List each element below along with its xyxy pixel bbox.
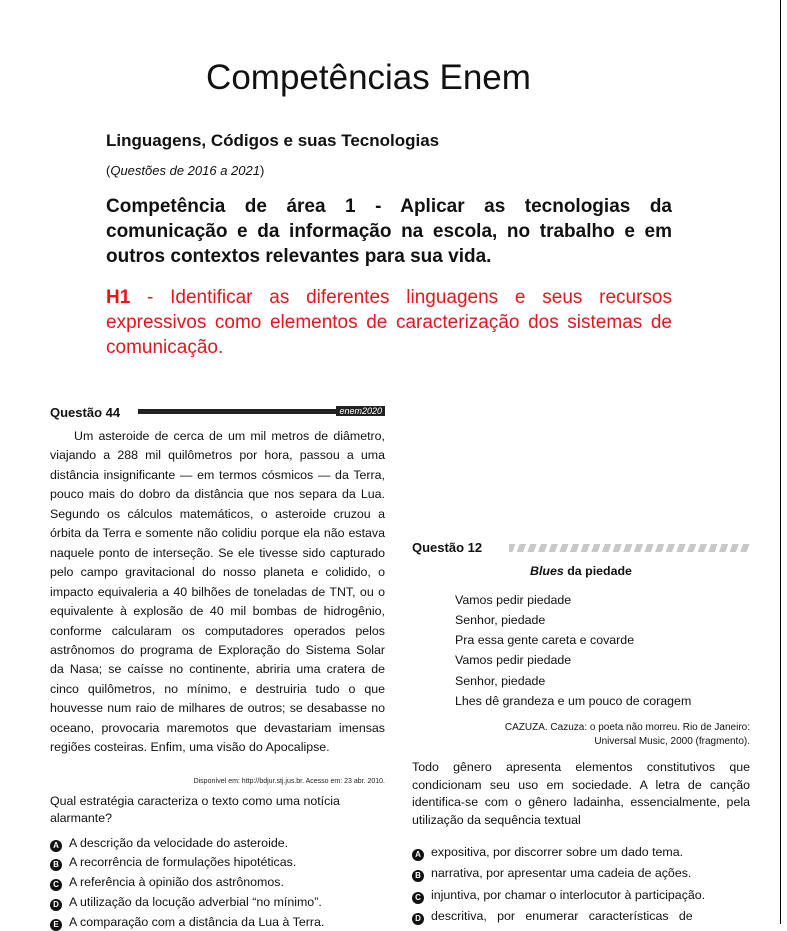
page-edge-line bbox=[780, 0, 781, 924]
verse-line: Senhor, piedade bbox=[455, 674, 546, 688]
area-heading: Linguagens, Códigos e suas Tecnologias bbox=[106, 131, 440, 150]
option-letter-icon: A bbox=[412, 849, 424, 861]
period-text: Questões de 2016 a 2021 bbox=[110, 163, 260, 178]
option-text: A utilização da locução adverbial “no mínimo”. bbox=[69, 895, 322, 909]
q12-label: Questão 12 bbox=[412, 540, 483, 555]
q12-option-c[interactable] bbox=[412, 887, 705, 904]
page-title: Competências Enem bbox=[206, 58, 531, 97]
option-text: expositiva, por discorrer sobre um dado tema. bbox=[431, 845, 684, 859]
q12-option-a[interactable] bbox=[412, 844, 683, 861]
song-credit-line-1: CAZUZA. Cazuza: o poeta não morreu. Rio de Janeiro: bbox=[504, 722, 750, 733]
option-text: A recorrência de formulações hipotéticas. bbox=[69, 855, 297, 869]
q12-text: Todo gênero apresenta elementos constitutivos que condicionam seu uso em sociedade. A letra de canção identifica-se com o gênero ladainha, essencialmente, pela utilização da sequência textual bbox=[412, 760, 750, 827]
enem-badge: enem2020 bbox=[336, 406, 385, 416]
q44-text: Um asteroide de cerca de um mil metros de diâmetro, viajando a 288 mil quilômetros por hora, passou a uma distância insignificante — em termos cósmicos — da Terra, pouco mais do dobro da distância que nos separa da Lua. Segundo os cálculos matemáticos, o asteroide cruzou a órbita da Terra e somente não colidiu porque ela não estava naquele ponto de interseção. Se ele tivesse sido capturado pelo campo gravitacional do nosso planeta e colidido, o impacto equivaleria a 40 bilhões de toneladas de TNT, ou o equivalente à explosão de 40 mil bombas de hidrogênio, conforme calcularam os computadores operados pelos astrônomos do programa de Exploração do Sistema Solar da Nasa; se caísse no continente, abriria uma cratera de cinco quilômetros, no mínimo, e destruiria tudo o que houvesse num raio de milhares de outros; se desabasse no oceano, provocaria maremotos que devastariam imensas regiões costeiras. Enfim, uma visão do Apocalipse. bbox=[50, 429, 385, 755]
option-text: A referência à opinião dos astrônomos. bbox=[69, 875, 284, 889]
option-text: descritiva, por enumerar características de bbox=[431, 909, 693, 923]
verse-line: Pra essa gente careta e covarde bbox=[455, 633, 635, 647]
q12-option-b[interactable] bbox=[412, 865, 691, 882]
option-text: A descrição da velocidade do asteroide. bbox=[69, 836, 289, 850]
h1-code: H1 bbox=[106, 287, 131, 308]
q44-label: Questão 44 bbox=[50, 405, 121, 420]
song-credit-line-2: Universal Music, 2000 (fragmento). bbox=[594, 736, 750, 747]
option-text: narrativa, por apresentar uma cadeia de ações. bbox=[431, 866, 692, 880]
option-letter-icon: B bbox=[412, 870, 424, 882]
q44-option-b[interactable] bbox=[50, 854, 296, 871]
h1-text: - Identificar as diferentes linguagens e seus recursos expressivos como elementos de caracterização dos sistemas de comunicação. bbox=[106, 287, 672, 358]
option-letter-icon: D bbox=[412, 913, 424, 925]
q12-option-d[interactable] bbox=[412, 908, 693, 925]
option-letter-icon: A bbox=[50, 840, 62, 852]
option-text: A comparação com a distância da Lua à Terra. bbox=[69, 915, 325, 929]
option-text: injuntiva, por chamar o interlocutor à participação. bbox=[431, 888, 706, 902]
q12-header-bar bbox=[509, 544, 750, 552]
q44-question: Qual estratégia caracteriza o texto como uma notícia alarmante? bbox=[50, 794, 340, 825]
song-title-italic: Blues bbox=[530, 564, 564, 578]
verse-line: Lhes dê grandeza e um pouco de coragem bbox=[455, 694, 692, 708]
option-letter-icon: E bbox=[50, 919, 62, 931]
verse-line: Vamos pedir piedade bbox=[455, 593, 572, 607]
q44-header-bar bbox=[138, 406, 385, 416]
option-letter-icon: D bbox=[50, 899, 62, 911]
option-letter-icon: C bbox=[412, 892, 424, 904]
q44-option-c[interactable] bbox=[50, 874, 284, 891]
verse-line: Senhor, piedade bbox=[455, 613, 546, 627]
habilidade-h1 bbox=[106, 285, 672, 360]
song-title bbox=[412, 564, 750, 578]
verse-line: Vamos pedir piedade bbox=[455, 653, 572, 667]
q44-option-d[interactable] bbox=[50, 894, 322, 911]
q44-option-e[interactable] bbox=[50, 914, 324, 931]
q44-option-a[interactable] bbox=[50, 835, 288, 852]
period-note: (Questões de 2016 a 2021) bbox=[106, 163, 265, 178]
q44-source: Disponível em: http://bdjur.stj.jus.br. Acesso em: 23 abr. 2010. bbox=[193, 778, 385, 785]
option-letter-icon: C bbox=[50, 879, 62, 891]
song-title-rest: da piedade bbox=[563, 564, 632, 578]
competencia-heading: Competência de área 1 - Aplicar as tecnologias da comunicação e da informação na escola, no trabalho e em outros contextos relevantes para sua vida. bbox=[106, 196, 672, 267]
option-letter-icon: B bbox=[50, 859, 62, 871]
